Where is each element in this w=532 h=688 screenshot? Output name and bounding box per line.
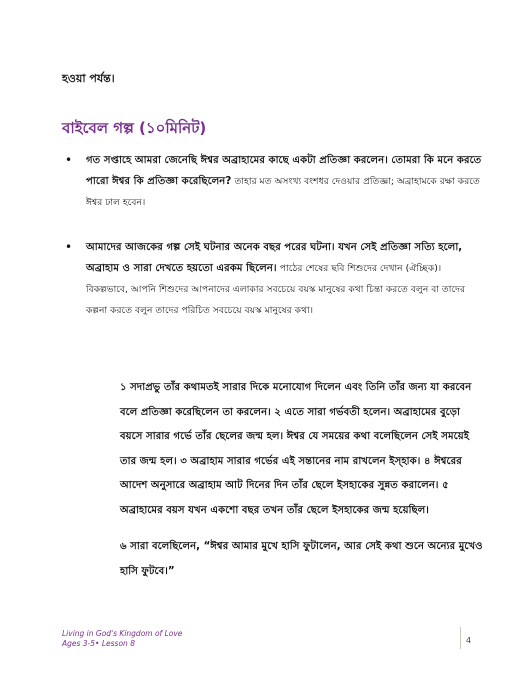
list-item <box>62 237 482 321</box>
footer-subtitle: Ages 3-5• Lesson 8 <box>62 639 135 648</box>
intro-text: হওয়া পর্যন্ত। <box>62 72 115 85</box>
list-item <box>62 150 482 213</box>
page-number: 4 <box>466 636 472 645</box>
section-heading: বাইবেল গল্প (১০মিনিট) <box>62 119 207 137</box>
bullet-normal-text: পাঠের শেষের ছবি শিশুদের দেখান (ঐচ্ছিক)। বিকল্পভাবে, আপনি শিশুদের আপনাদের এলাকার সবচেয়ে বয়স্ক মানুষের কথা চিন্তা করতে বলুন বা তাদের কল্পনা করতে বলুন তাদের পরিচিত সবচেয়ে বয়স্ক মানুষের কথা। <box>86 263 466 316</box>
footer-divider <box>460 627 461 649</box>
bullet-bold-text: আমাদের আজকের গল্প সেই ঘটনার অনেক বছর পরের ঘটনা। যখন সেই প্রতিজ্ঞা সত্যি হলো, অব্রাহাম ও সারা দেখতে হয়তো এরকম ছিলেন। <box>86 242 463 274</box>
footer-title: Living in God's Kingdom of Love <box>62 629 183 638</box>
scripture-passage <box>120 376 485 584</box>
bullet-bold-text: গত সপ্তাহে আমরা জেনেছি ঈশ্বর অব্রাহামের কাছে একটা প্রতিজ্ঞা করলেন। তোমরা কি মনে করতে পারো ঈশ্বর কি প্রতিজ্ঞা করেছিলেন? <box>86 155 482 187</box>
footer <box>62 629 182 649</box>
scripture-paragraph: ৬ সারা বলেছিলেন, “ঈশ্বর আমার মুখে হাসি ফুটালেন, আর সেই কথা শুনে অন্যের মুখেও হাসি ফুটবে।” <box>120 541 483 577</box>
bullet-icon: • <box>65 240 73 254</box>
bullet-list <box>62 150 482 345</box>
scripture-paragraph: ১ সদাপ্রভু তাঁর কথামতই সারার দিকে মনোযোগ দিলেন এবং তিনি তাঁর জন্য যা করবেন বলে প্রতিজ্ঞা করেছিলেন তা করলেন। ২ এতে সারা গর্ভবতী হলেন। অব্রাহামের বুড়ো বয়সে সারার গর্ভে তাঁর ছেলের জন্ম হল। ঈশ্বর যে সময়ের কথা বলেছিলেন সেই সময়েই তার জন্ম হল। ৩ অব্রাহাম সারার গর্ভের এই সন্তানের নাম রাখলেন ইস্হাক। ৪ ঈশ্বরের আদেশ অনুসারে অব্রাহাম আট দিনের দিন তাঁর ছেলে ইসহাকের সুন্নত করালেন। ৫ অব্রাহামের বয়স যখন একশো বছর তখন তাঁর ছেলে ইসহাকের জন্ম হয়েছিল। <box>120 382 472 516</box>
bullet-icon: • <box>65 153 73 167</box>
bullet-normal-text: তাহার মত অসংখ্য বংশধর দেওয়ার প্রতিজ্ঞা; অব্রাহামকে রক্ষা করতে ঈশ্বর ঢাল হবেন। <box>86 176 480 208</box>
